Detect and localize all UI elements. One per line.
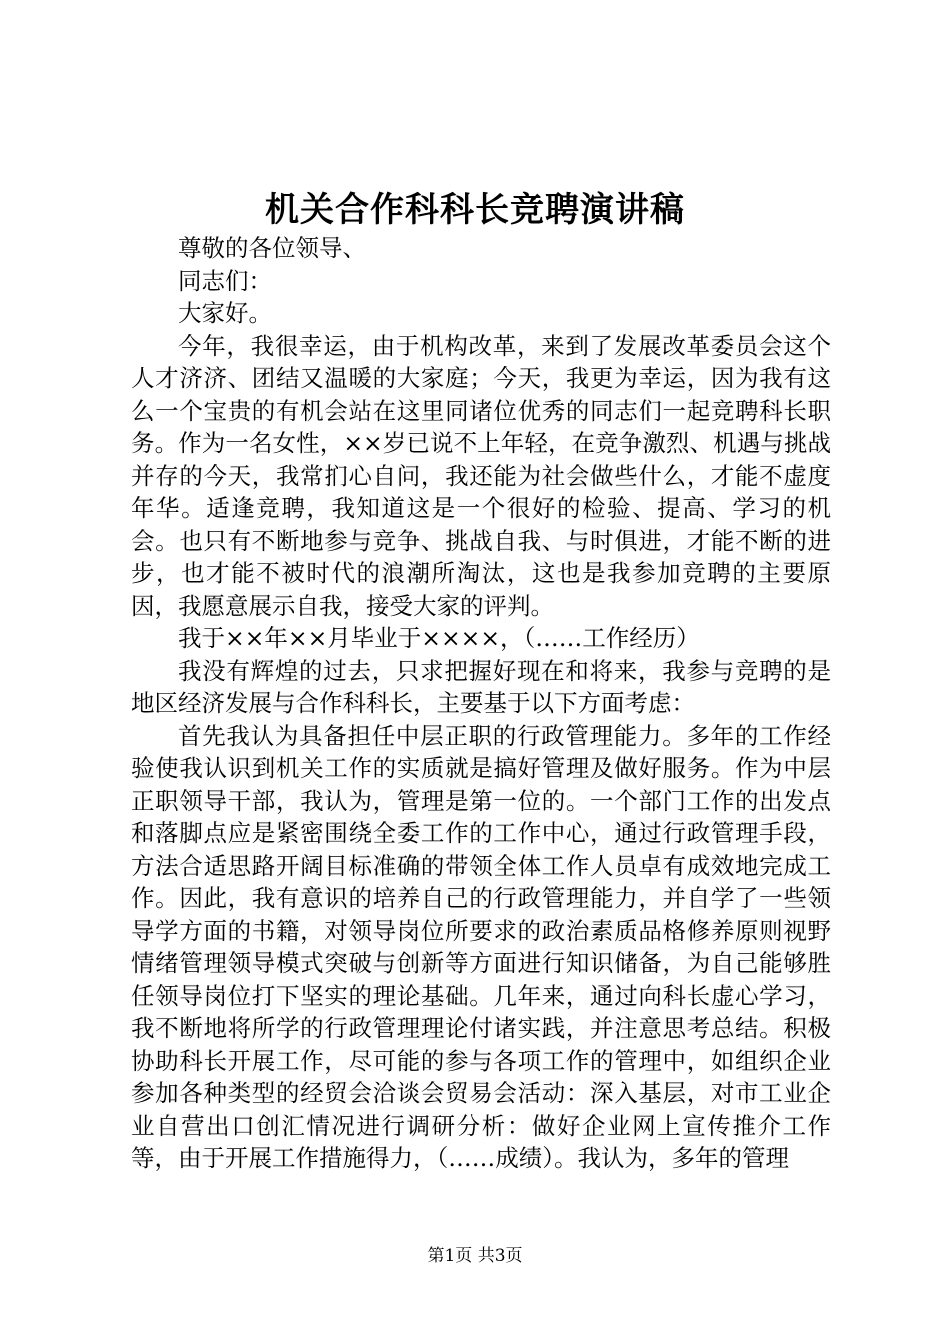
body-paragraph: 我没有辉煌的过去，只求把握好现在和将来，我参与竞聘的是地区经济发展与合作科科长，主要基于以下方面考虑： <box>131 656 831 717</box>
salutation-line: 尊敬的各位领导、 <box>178 234 366 262</box>
salutation-line: 同志们： <box>178 266 272 295</box>
document-body <box>131 232 831 1175</box>
page-title: 机关合作科科长竞聘演讲稿 <box>265 190 685 230</box>
page-footer: 第1页 共3页 <box>427 1246 523 1266</box>
greeting-line: 大家好。 <box>178 299 272 327</box>
body-paragraph: 首先我认为具备担任中层正职的行政管理能力。多年的工作经验使我认识到机关工作的实质就是搞好管理及做好服务。作为中层正职领导干部，我认为，管理是第一位的。一个部门工作的出发点和落脚点应是紧密围绕全委工作的工作中心，通过行政管理手段，方法合适思路开阔目标准确的带领全体工作人员卓有成效地完成工作。因此，我有意识的培养自己的行政管理能力，并自学了一些领导学方面的书籍，对领导岗位所要求的政治素质品格修养原则视野情绪管理领导模式突破与创新等方面进行知识储备，为自己能够胜任领导岗位打下坚实的理论基础。几年来，通过向科长虚心学习，我不断地将所学的行政管理理论付诸实践，并注意思考总结。积极协助科长开展工作，尽可能的参与各项工作的管理中，如组织企业参加各种类型的经贸会洽谈会贸易会活动：深入基层，对市工业企业自营出口创汇情况进行调研分析：做好企业网上宣传推介工作等，由于开展工作措施得力，（……成绩）。我认为，多年的管理 <box>131 721 831 1172</box>
body-paragraph: 今年，我很幸运，由于机构改革，来到了发展改革委员会这个人才济济、团结又温暖的大家庭；今天，我更为幸运，因为我有这么一个宝贵的有机会站在这里同诸位优秀的同志们一起竞聘科长职务。作为一名女性，××岁已说不上年轻，在竞争激烈、机遇与挑战并存的今天，我常扪心自问，我还能为社会做些什么，才能不虚度年华。适逢竞聘，我知道这是一个很好的检验、提高、学习的机会。也只有不断地参与竞争、挑战自我、与时俱进，才能不断的进步，也才能不被时代的浪潮所淘汰，这也是我参加竞聘的主要原因，我愿意展示自我，接受大家的评判。 <box>131 331 831 620</box>
body-paragraph: 我于××年××月毕业于××××，（……工作经历） <box>178 624 700 652</box>
